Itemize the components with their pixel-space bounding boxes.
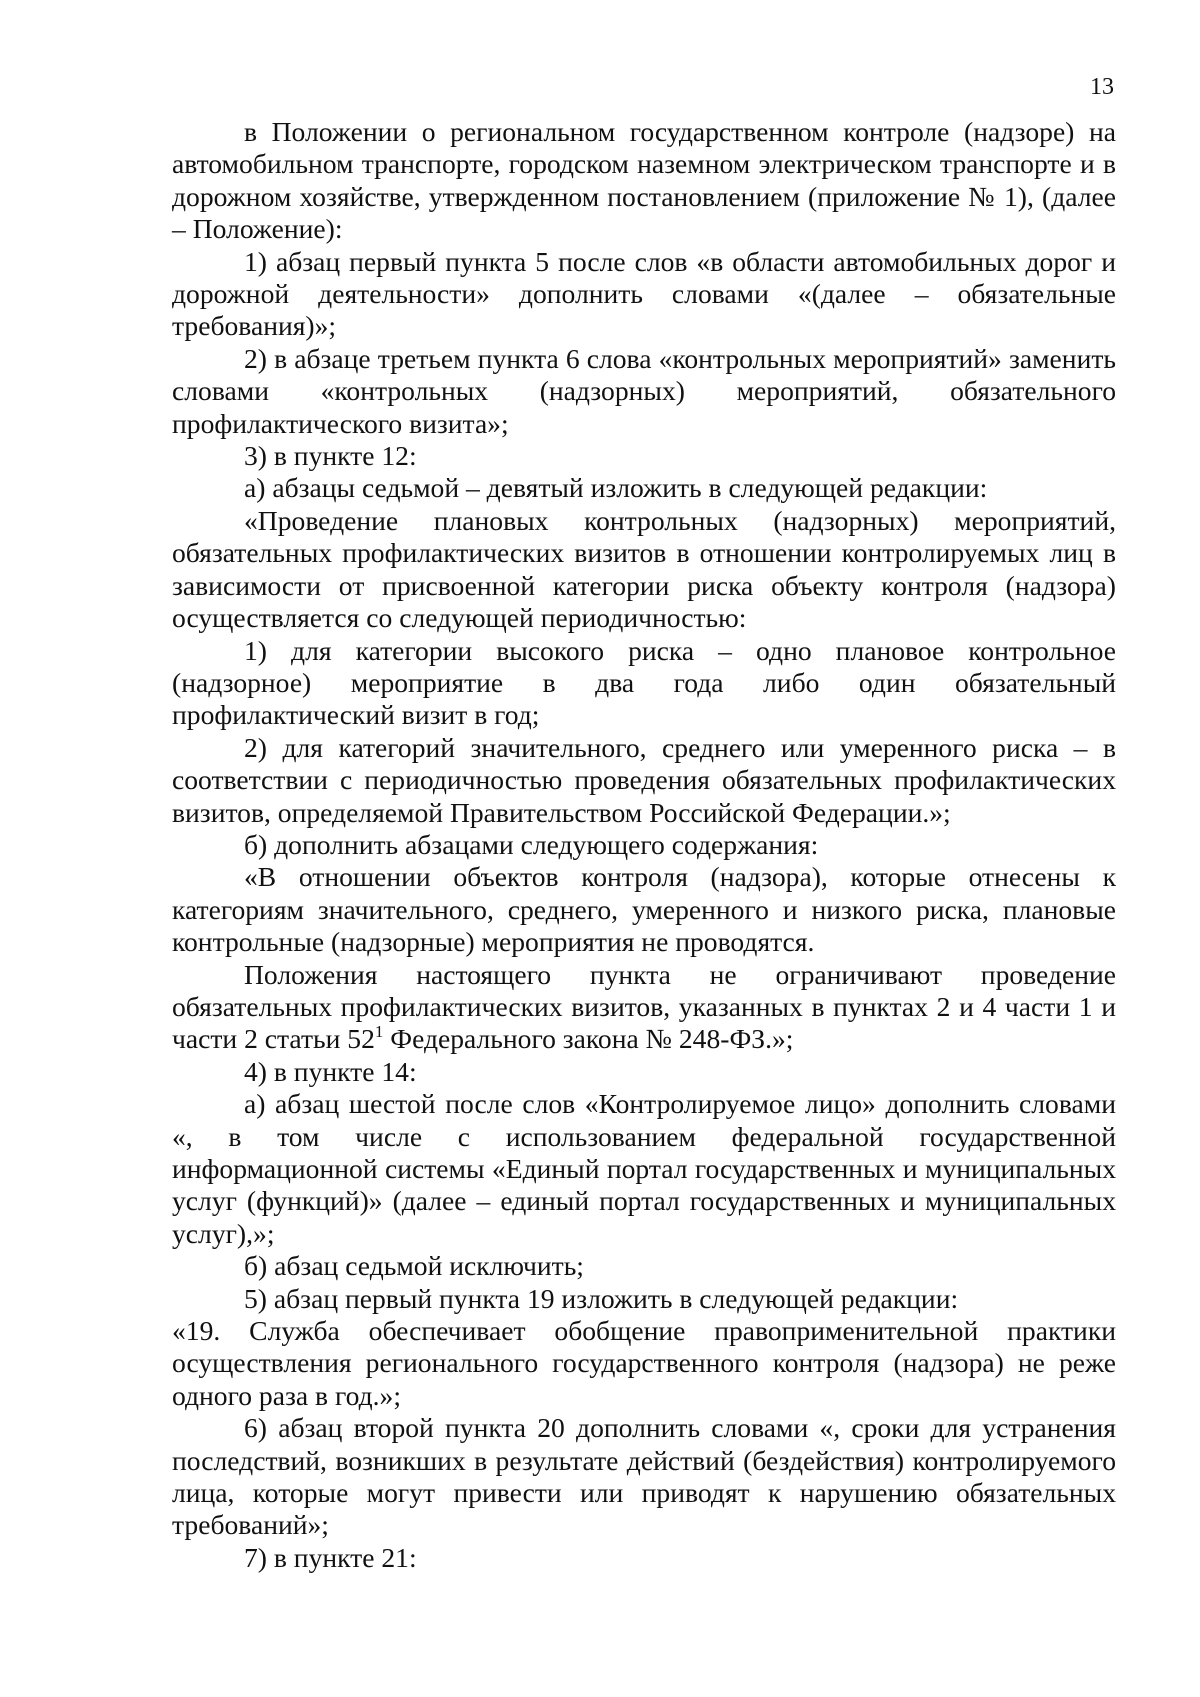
paragraph-provisions bbox=[172, 959, 1116, 1056]
paragraph-item-4: 4) в пункте 14: bbox=[244, 1055, 417, 1087]
paragraph-item-3a: а) абзацы седьмой – девятый изложить в следующей редакции: bbox=[244, 472, 988, 504]
paragraph-item-4a: а) абзац шестой после слов «Контролируемое лицо» дополнить словами «, в том числе с использованием федеральной государственной информационной системы «Единый портал государственных и муниципальных услуг (функций)» (далее – единый портал государственных и муниципальных услуг),»; bbox=[172, 1088, 1116, 1249]
paragraph-item-4b: б) абзац седьмой исключить; bbox=[244, 1250, 584, 1282]
paragraph-item-6: 6) абзац второй пункта 20 дополнить словами «, сроки для устранения последствий, возникших в результате действий (бездействия) контролируемого лица, которые могут привести или приводят к нарушению обязательных требований»; bbox=[172, 1412, 1116, 1541]
paragraph-significant-risk: 2) для категорий значительного, среднего или умеренного риска – в соответствии с периодичностью проведения обязательных профилактических визитов, определяемой Правительством Российской Федерации.»; bbox=[172, 731, 1116, 828]
provisions-text-after: Федерального закона № 248-ФЗ.»; bbox=[383, 1023, 794, 1055]
paragraph-item-5: 5) абзац первый пункта 19 изложить в следующей редакции: bbox=[244, 1282, 959, 1314]
paragraph-quote-19: «19. Служба обеспечивает обобщение правоприменительной практики осуществления регионального государственного контроля (надзора) не реже одного раза в год.»; bbox=[172, 1315, 1116, 1411]
paragraph-item-2: 2) в абзаце третьем пункта 6 слова «контрольных мероприятий» заменить словами «контрольных (надзорных) мероприятий, обязательного профилактического визита»; bbox=[172, 342, 1116, 439]
paragraph-high-risk: 1) для категории высокого риска – одно плановое контрольное (надзорное) мероприятие в два года либо один обязательный профилактический визит в год; bbox=[172, 634, 1116, 731]
page-number: 13 bbox=[1090, 74, 1114, 100]
article-superscript: 1 bbox=[374, 1022, 384, 1042]
document-body bbox=[172, 116, 1116, 1574]
paragraph-intro: в Положении о региональном государственном контроле (надзоре) на автомобильном транспорте, городском наземном электрическом транспорте и в дорожном хозяйстве, утвержденном постановлением (приложение № 1), (далее – Положение): bbox=[172, 116, 1116, 245]
paragraph-quote-objects: «В отношении объектов контроля (надзора), которые отнесены к категориям значительного, среднего, умеренного и низкого риска, плановые контрольные (надзорные) мероприятия не проводятся. bbox=[172, 861, 1116, 958]
paragraph-item-1: 1) абзац первый пункта 5 после слов «в области автомобильных дорог и дорожной деятельности» дополнить словами «(далее – обязательные требования)»; bbox=[172, 245, 1116, 342]
paragraph-item-3b: б) дополнить абзацами следующего содержания: bbox=[244, 828, 819, 860]
provisions-text-before: Положения настоящего пункта не ограничивают проведение обязательных профилактических визитов, указанных в пунктах 2 и 4 части 1 и части 2 статьи 52 bbox=[172, 958, 1116, 1055]
paragraph-quote-planned-measures: «Проведение плановых контрольных (надзорных) мероприятий, обязательных профилактических визитов в отношении контролируемых лиц в зависимости от присвоенной категории риска объекту контроля (надзора) осуществляется со следующей периодичностью: bbox=[172, 504, 1116, 634]
paragraph-item-7: 7) в пункте 21: bbox=[244, 1541, 417, 1573]
paragraph-item-3: 3) в пункте 12: bbox=[244, 440, 417, 472]
